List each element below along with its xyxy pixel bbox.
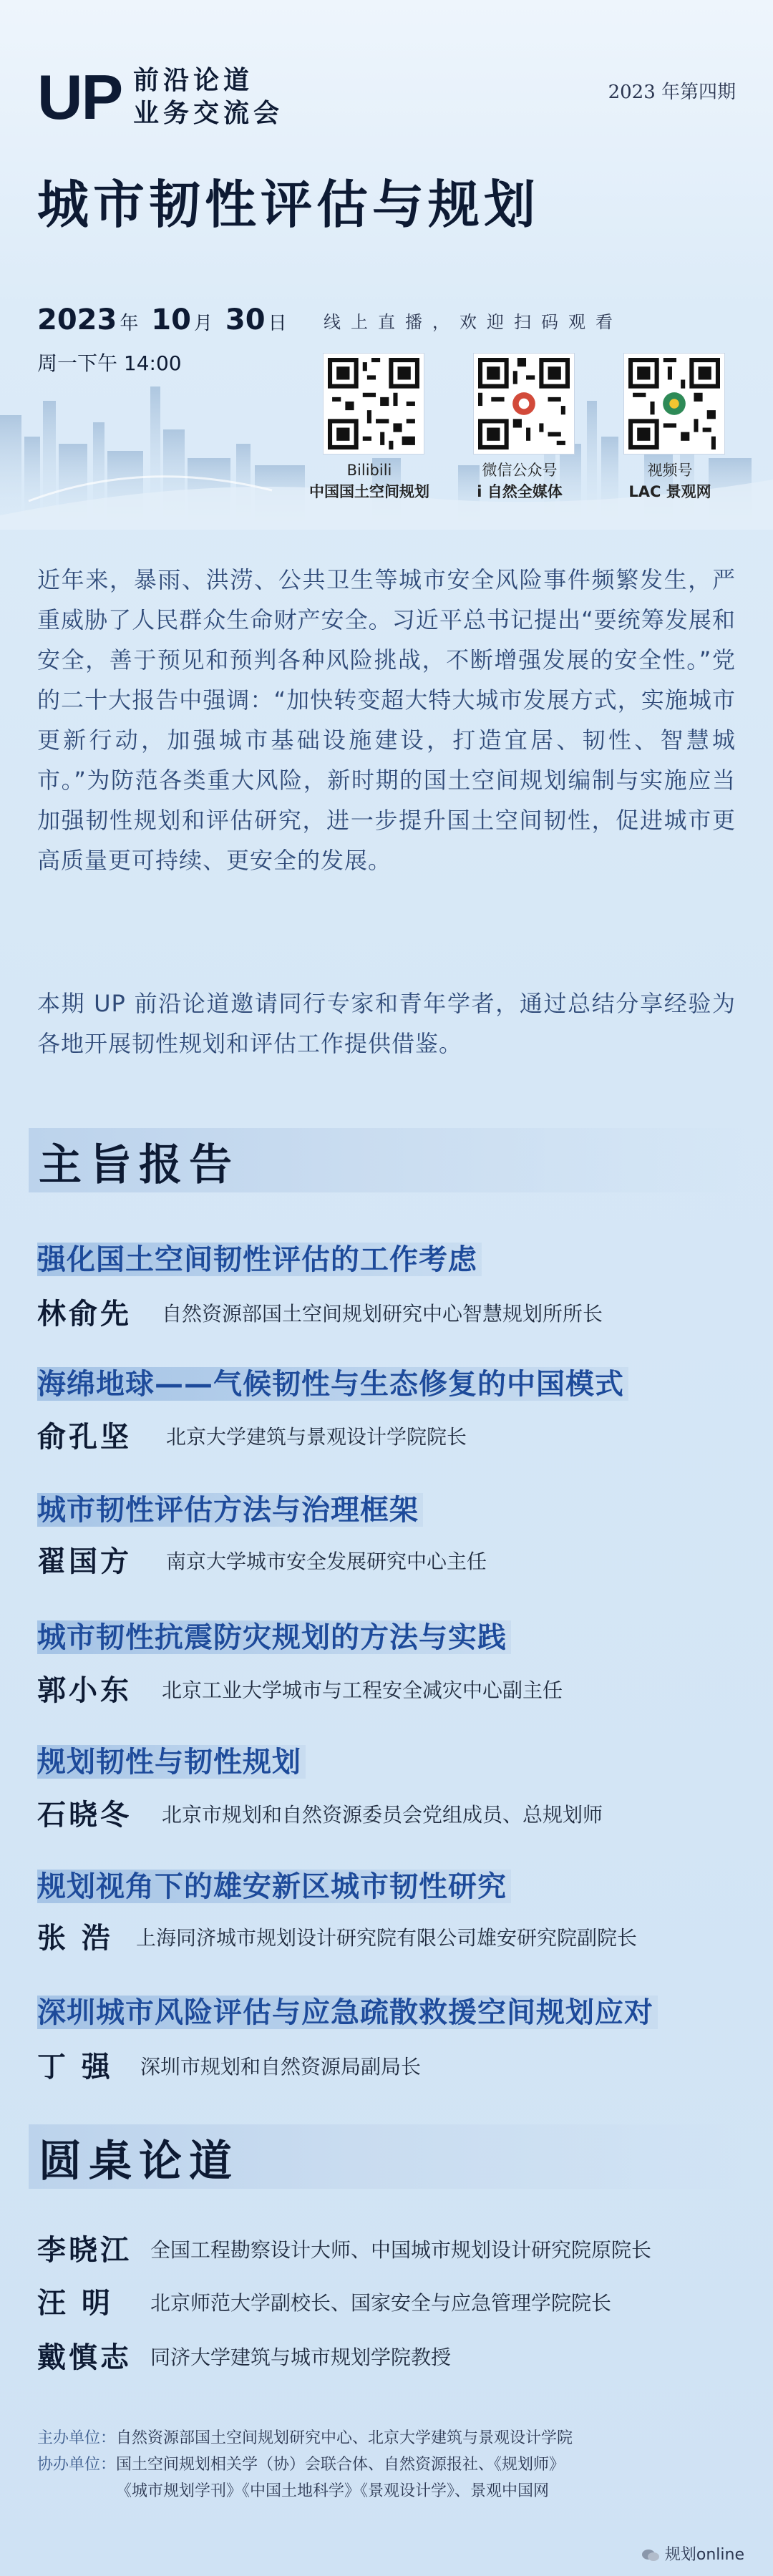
qr-bilibili[interactable] xyxy=(324,354,424,454)
qr-bilibili-label xyxy=(291,460,448,502)
logo-text xyxy=(133,64,283,130)
host-key: 主办单位： xyxy=(37,2429,117,2447)
live-tip: 线上直播，欢迎扫码观看 xyxy=(324,312,623,332)
keynote-title-2: 海绵地球——气候韧性与生态修复的中国模式 xyxy=(37,1361,628,1402)
keynote-title-6: 规划视角下的雄安新区城市韧性研究 xyxy=(37,1864,511,1905)
keynote-org-7: 深圳市规划和自然资源局副局长 xyxy=(140,2055,422,2079)
watermark xyxy=(641,2542,744,2565)
roundtable-org-3: 同济大学建筑与城市规划学院教授 xyxy=(150,2346,452,2369)
roundtable-speaker-2: 汪 明 xyxy=(37,2286,113,2320)
keynote-org-3: 南京大学城市安全发展研究中心主任 xyxy=(166,1550,487,1573)
roundtable-speaker-3: 戴慎志 xyxy=(37,2341,132,2374)
keynote-org-5: 北京市规划和自然资源委员会党组成员、总规划师 xyxy=(162,1803,603,1827)
roundtable-org-1: 全国工程勘察设计大师、中国城市规划设计研究院原院长 xyxy=(150,2238,652,2262)
keynote-speaker-1: 林俞先 xyxy=(37,1297,132,1331)
host-value: 自然资源部国土空间规划研究中心、北京大学建筑与景观设计学院 xyxy=(116,2429,573,2447)
bilibili-qr-icon xyxy=(324,354,424,454)
keynote-org-2: 北京大学建筑与景观设计学院院长 xyxy=(166,1425,467,1449)
co-host-row xyxy=(37,2451,739,2478)
keynote-title-7: 深圳城市风险评估与应急疏散救援空间规划应对 xyxy=(37,1990,658,2031)
date-month: 10 xyxy=(151,303,191,336)
qr-channels-line1: 视频号 xyxy=(647,462,693,479)
date-day: 30 xyxy=(225,303,266,336)
keynote-org-6: 上海同济城市规划设计研究院有限公司雄安研究院副院长 xyxy=(136,1926,638,1950)
keynote-title-1: 强化国土空间韧性评估的工作考虑 xyxy=(37,1237,482,1278)
roundtable-speaker-1: 李晓江 xyxy=(37,2233,132,2267)
date-year: 2023 xyxy=(37,303,117,336)
keynote-speaker-2: 俞孔坚 xyxy=(37,1420,132,1454)
keynote-speaker-6: 张 浩 xyxy=(37,1921,113,1955)
keynote-title-4: 城市韧性抗震防灾规划的方法与实践 xyxy=(37,1615,511,1656)
qr-channels-line2: LAC 景观网 xyxy=(628,483,711,500)
organizers-footer xyxy=(37,2425,739,2504)
keynote-speaker-4: 郭小东 xyxy=(37,1673,132,1707)
event-date xyxy=(37,303,290,336)
page-title: 城市韧性评估与规划 xyxy=(37,174,540,235)
qr-bilibili-line1: Bilibili xyxy=(346,462,392,479)
intro-paragraph-1: 近年来，暴雨、洪涝、公共卫生等城市安全风险事件频繁发生，严重威胁了人民群众生命财产安全。习近平总书记提出“要统筹发展和安全，善于预见和预判各种风险挑战，不断增强发展的安全性。”党的二十大报告中强调：“加快转变超大特大城市发展方式，实施城市更新行动，加强城市基础设施建设，打造宜居、韧性、智慧城市。”为防范各类重大风险，新时期的国土空间规划编制与实施应当加强韧性规划和评估研究，进一步提升国土空间韧性，促进城市更高质量更可持续、更安全的发展。 xyxy=(37,566,736,874)
date-year-unit: 年 xyxy=(120,313,139,334)
event-time: 周一下午 14:00 xyxy=(37,351,182,375)
channels-qr-icon xyxy=(624,354,724,454)
co-host-value-1: 国土空间规划相关学（协）会联合体、自然资源报社、《规划师》 xyxy=(116,2456,565,2474)
date-month-unit: 月 xyxy=(193,313,213,334)
logo-line-2: 业务交流会 xyxy=(133,99,284,128)
keynote-heading: 主旨报告 xyxy=(39,1140,239,1190)
keynote-title-5: 规划韧性与韧性规划 xyxy=(37,1739,306,1780)
keynote-org-1: 自然资源部国土空间规划研究中心智慧规划所所长 xyxy=(162,1302,603,1326)
roundtable-heading: 圆桌论道 xyxy=(39,2137,239,2187)
keynote-title-3: 城市韧性评估方法与治理框架 xyxy=(37,1487,423,1528)
keynote-section-header xyxy=(29,1128,744,1192)
watermark-text: 规划online xyxy=(664,2546,744,2564)
qr-wechat[interactable] xyxy=(474,354,574,454)
logo-line-1: 前沿论道 xyxy=(133,66,254,95)
date-day-unit: 日 xyxy=(268,313,287,334)
keynote-org-4: 北京工业大学城市与工程安全减灾中心副主任 xyxy=(162,1678,563,1702)
keynote-speaker-7: 丁 强 xyxy=(37,2050,113,2084)
keynote-speaker-3: 翟国方 xyxy=(37,1545,132,1578)
co-host-key: 协办单位： xyxy=(37,2456,117,2474)
roundtable-org-2: 北京师范大学副校长、国家安全与应急管理学院院长 xyxy=(150,2291,612,2315)
roundtable-section-header xyxy=(29,2124,744,2189)
host-row xyxy=(37,2425,739,2451)
qr-channels[interactable] xyxy=(624,354,724,454)
logo-up: UP xyxy=(37,62,122,132)
qr-wechat-line2: i 自然全媒体 xyxy=(477,483,563,500)
co-host-row-2 xyxy=(37,2478,739,2504)
wechat-watermark-icon xyxy=(641,2548,660,2562)
qr-channels-label xyxy=(591,460,749,502)
qr-bilibili-line2: 中国国土空间规划 xyxy=(309,483,429,500)
intro-paragraph-2: 本期 UP 前沿论道邀请同行专家和青年学者，通过总结分享经验为各地开展韧性规划和评估工作提供借鉴。 xyxy=(37,990,736,1057)
issue-label: 2023 年第四期 xyxy=(608,82,736,103)
co-host-value-2: 《城市规划学刊》《中国土地科学》《景观设计学》、景观中国网 xyxy=(116,2482,550,2500)
wechat-qr-icon xyxy=(474,354,574,454)
keynote-speaker-5: 石晓冬 xyxy=(37,1798,132,1832)
qr-wechat-label xyxy=(441,460,598,502)
qr-wechat-line1: 微信公众号 xyxy=(482,462,558,479)
